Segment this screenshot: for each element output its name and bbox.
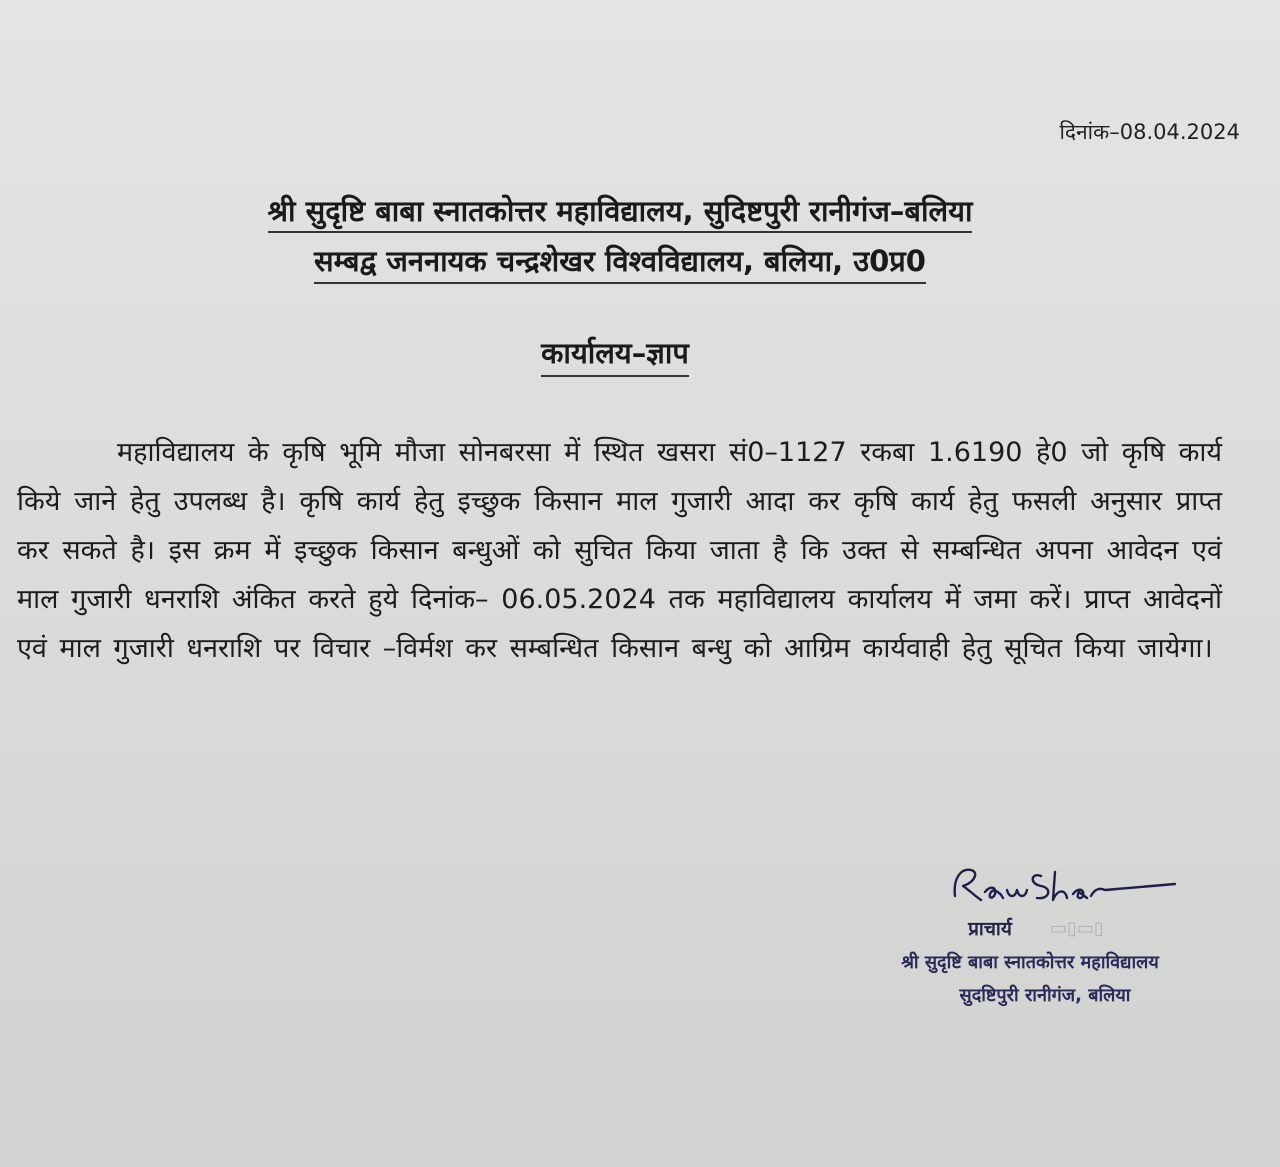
notice-body: महाविद्यालय के कृषि भूमि मौजा सोनबरसा में स्थित खसरा सं0–1127 रकबा 1.6190 हे0 जो कृषि कार्य किये जाने हेतु उपलब्ध है। कृषि कार्य हेतु इच्छुक किसान माल गुजारी आदा कर कृषि कार्य हेतु फसली अनुसार प्राप्त कर सकते है। इस क्रम में इच्छुक किसान बन्धुओं को सुचित किया जाता है कि उक्त से सम्बन्धित अपना आवेदन एवं माल गुजारी धनराशि अंकित करते हुये दिनांक– 06.05.2024 तक महाविद्यालय कार्यालय में जमा करें। प्राप्त आवेदनों एवं माल गुजारी धनराशि पर विचार –विर्मश कर सम्बन्धित किसान बन्धु को आग्रिम कार्यवाही हेतु सूचित किया जायेगा। [17, 437, 1222, 664]
stamp-ghost-1: ▭▯▭▯ [1050, 918, 1104, 939]
signatory-title: प्राचार्य [968, 918, 1012, 940]
institution-name: श्री सुदृष्टि बाबा स्नातकोत्तर महाविद्यालय, सुदिष्टपुरी रानीगंज–बलिया [268, 193, 973, 233]
affiliation-line: सम्बद्व जननायक चन्द्रशेखर विश्वविद्यालय, बलिया, उ0प्र0 [314, 243, 926, 283]
signature-image [945, 858, 1185, 918]
office-memo-title-wrap [0, 335, 1230, 377]
signatory-address: सुदष्टिपुरी रानीगंज, बलिया [959, 985, 1131, 1006]
date-line: दिनांक–08.04.2024 [1059, 120, 1240, 144]
signatory-institution: श्री सुदृष्टि बाबा स्नातकोत्तर महाविद्यालय [901, 952, 1159, 973]
signatory-block [820, 913, 1240, 1012]
institution-header [0, 193, 1240, 294]
office-memo-title: कार्यालय–ज्ञाप [541, 335, 689, 377]
